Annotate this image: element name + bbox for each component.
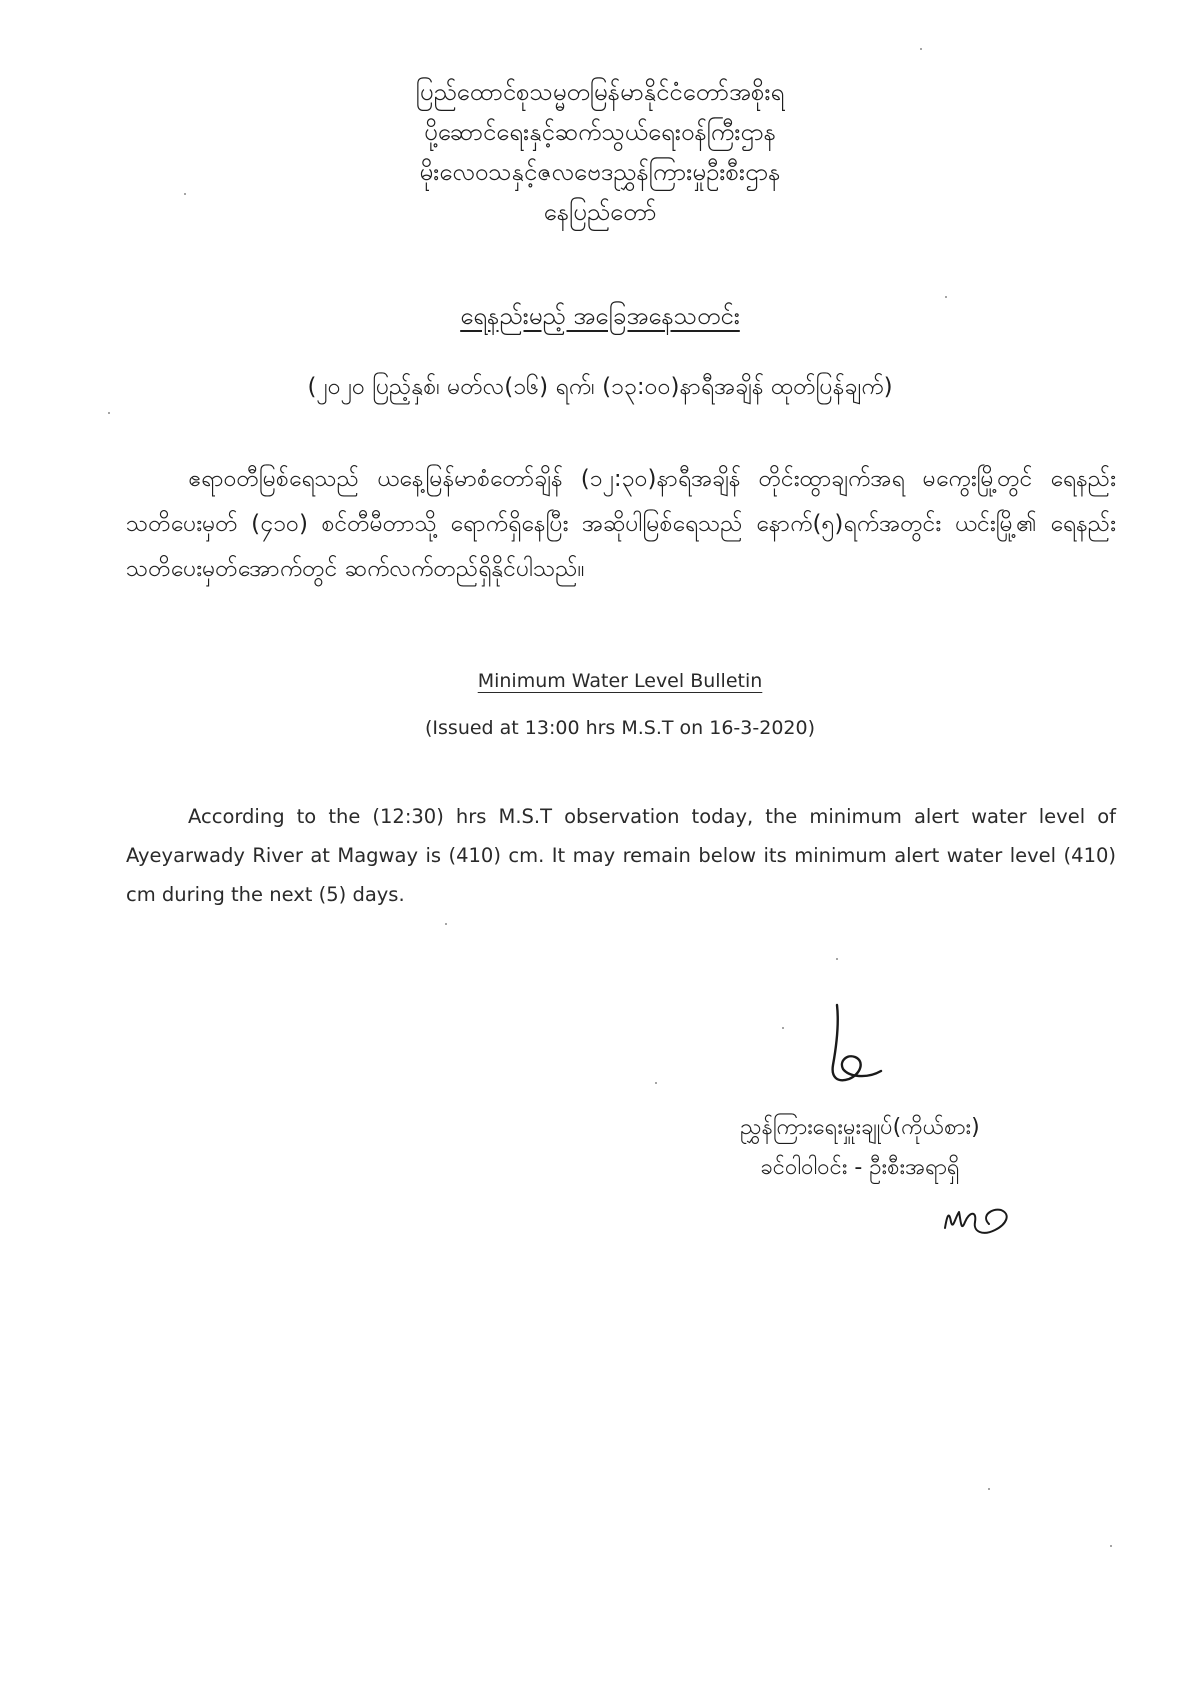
english-bulletin-title: Minimum Water Level Bulletin: [477, 670, 763, 692]
myanmar-bulletin-title: ရေနည်းမည့် အခြေအနေသတင်း: [460, 302, 740, 330]
scan-speck: [782, 1027, 784, 1029]
letterhead: [0, 72, 1200, 232]
myanmar-bulletin-body: ဧရာဝတီမြစ်ရေသည် ယနေ့မြန်မာစံတော်ချိန် (၁၂:၃၀)နာရီအချိန် တိုင်းထွာချက်အရ မကွေးမြို့တွင် ရေနည်းသတိပေးမှတ် (၄၁၀) စင်တီမီတာသို့ ရောက်ရှိနေပြီး အဆိုပါမြစ်ရေသည် နောက်(၅)ရက်အတွင်း ယင်းမြို့၏ ရေနည်းသတိပေးမှတ်အောက်တွင် ဆက်လက်တည်ရှိနိုင်ပါသည်။: [126, 466, 1116, 582]
english-issued-line: (Issued at 13:00 hrs M.S.T on 16-3-2020): [425, 717, 815, 739]
scan-speck: [184, 193, 186, 195]
letterhead-city: နေပြည်တော်: [543, 198, 657, 226]
signatory-name: ခင်ဝါဝါဝင်း - ဦးစီးအရာရှိ: [760, 1155, 960, 1180]
scan-speck: [988, 1488, 990, 1490]
handwritten-initials: [937, 1192, 1027, 1242]
scan-speck: [836, 958, 838, 960]
handwritten-signature: [815, 1003, 895, 1088]
letterhead-ministry: ပို့ဆောင်ရေးနှင့်ဆက်သွယ်ရေးဝန်ကြီးဌာန: [424, 118, 776, 146]
letterhead-government: ပြည်ထောင်စုသမ္မတမြန်မာနိုင်ငံတော်အစိုးရ: [415, 78, 785, 106]
scan-speck: [445, 923, 447, 925]
signatory-position: ညွှန်ကြားရေးမှူးချုပ်(ကိုယ်စား): [740, 1115, 980, 1140]
scan-speck: [945, 296, 947, 298]
scan-speck: [655, 1082, 657, 1084]
scan-speck: [1110, 1545, 1112, 1547]
letterhead-department: မိုးလေဝသနှင့်ဇလဗေဒညွှန်ကြားမှုဦးစီးဌာန: [419, 158, 781, 186]
english-bulletin-body: According to the (12:30) hrs M.S.T observation today, the minimum alert water level of Ayeyarwady River at Magway is (410) cm. It may remain below its minimum alert water level (410) cm during the next (5) days.: [126, 805, 1116, 906]
signatory-block: [660, 1108, 1060, 1188]
scan-speck: [108, 412, 110, 414]
myanmar-issued-line: (၂၀၂၀ ပြည့်နှစ်၊ မတ်လ(၁၆) ရက်၊ (၁၃:၀၀)နာရီအချိန် ထုတ်ပြန်ချက်): [307, 374, 893, 400]
scan-speck: [920, 48, 922, 50]
